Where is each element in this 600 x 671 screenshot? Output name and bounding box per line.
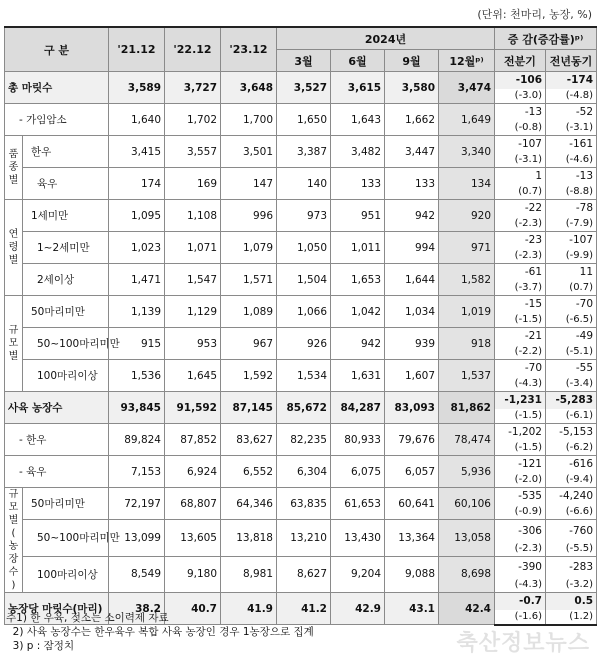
value-cell: 6,075 [331, 456, 385, 488]
header-jun: 6월 [331, 50, 385, 72]
value-cell: 1,537 [439, 360, 495, 392]
value-cell: 41.2 [277, 593, 331, 625]
value-cell: 42.4 [439, 593, 495, 625]
header-change: 증 감(증감률)ᵖ⁾ [495, 27, 597, 50]
value-cell: 920 [439, 200, 495, 232]
value-cell: 80,933 [331, 424, 385, 456]
value-cell: 918 [439, 328, 495, 360]
header-2023: '23.12 [221, 27, 277, 72]
change-rate-cell: (0.7) [546, 281, 597, 296]
row-label: 100마리이상 [23, 556, 109, 593]
change-rate-cell: (-4.3) [495, 377, 546, 392]
value-cell: 1,071 [165, 232, 221, 264]
value-cell: 5,936 [439, 456, 495, 488]
change-rate-cell: (-3.7) [495, 281, 546, 296]
value-cell: 13,210 [277, 520, 331, 557]
row-label: 50~100마리미만 [23, 328, 109, 360]
unit-note: (단위: 천마리, 농장, %) [477, 8, 592, 21]
value-cell: 3,589 [109, 72, 165, 104]
header-2022: '22.12 [165, 27, 221, 72]
change-rate-cell: (-2.3) [495, 541, 546, 556]
change-rate-cell: (-6.2) [546, 441, 597, 456]
change-rate-cell: (-6.1) [546, 409, 597, 424]
change-cell: -52 [546, 104, 597, 121]
table-row [5, 392, 597, 409]
change-rate-cell: (-6.6) [546, 505, 597, 520]
value-cell: 996 [221, 200, 277, 232]
value-cell: 60,106 [439, 488, 495, 520]
row-label: 사육 농장수 [5, 392, 109, 424]
value-cell: 3,557 [165, 136, 221, 168]
group-label-age: 연 령 별 [5, 200, 23, 296]
value-cell: 3,527 [277, 72, 331, 104]
value-cell: 140 [277, 168, 331, 200]
row-label: 50마리미만 [23, 488, 109, 520]
value-cell: 1,649 [439, 104, 495, 136]
value-cell: 3,580 [385, 72, 439, 104]
row-label: 1세미만 [23, 200, 109, 232]
change-rate-cell: (-0.8) [495, 121, 546, 136]
group-label-scale: 규 모 별 [5, 296, 23, 392]
row-label: - 육우 [5, 456, 109, 488]
row-label: 농장당 마릿수(마리) [5, 593, 109, 625]
value-cell: 1,504 [277, 264, 331, 296]
value-cell: 91,592 [165, 392, 221, 424]
table-row [5, 456, 597, 473]
value-cell: 1,011 [331, 232, 385, 264]
value-cell: 1,042 [331, 296, 385, 328]
value-cell: 6,552 [221, 456, 277, 488]
value-cell: 1,471 [109, 264, 165, 296]
header-2021: '21.12 [109, 27, 165, 72]
value-cell: 13,364 [385, 520, 439, 557]
header-yoy: 전년동기 [546, 50, 597, 72]
change-rate-cell: (-8.8) [546, 185, 597, 200]
table-row [5, 488, 597, 505]
value-cell: 9,204 [331, 556, 385, 593]
value-cell: 6,057 [385, 456, 439, 488]
change-rate-cell: (-3.2) [546, 578, 597, 593]
table-row [5, 424, 597, 441]
change-cell: -5,153 [546, 424, 597, 441]
value-cell: 1,095 [109, 200, 165, 232]
row-label: 100마리이상 [23, 360, 109, 392]
change-cell: -760 [546, 520, 597, 542]
change-rate-cell: (-7.9) [546, 217, 597, 232]
value-cell: 942 [331, 328, 385, 360]
value-cell: 1,079 [221, 232, 277, 264]
change-cell: -107 [546, 232, 597, 249]
change-rate-cell: (-2.0) [495, 473, 546, 488]
table-row [5, 556, 597, 578]
change-cell: -535 [495, 488, 546, 505]
change-cell: -55 [546, 360, 597, 377]
change-rate-cell: (-1.5) [495, 441, 546, 456]
value-cell: 1,108 [165, 200, 221, 232]
value-cell: 3,482 [331, 136, 385, 168]
value-cell: 1,089 [221, 296, 277, 328]
value-cell: 82,235 [277, 424, 331, 456]
footnote-3: 3) p : 잠정치 [6, 640, 75, 652]
change-cell: -4,240 [546, 488, 597, 505]
change-rate-cell: (-5.1) [546, 345, 597, 360]
value-cell: 147 [221, 168, 277, 200]
value-cell: 13,430 [331, 520, 385, 557]
value-cell: 89,824 [109, 424, 165, 456]
change-cell: -161 [546, 136, 597, 153]
header-category: 구 분 [5, 27, 109, 72]
footnote-2: 2) 사육 농장수는 한우육우 복합 사육 농장인 경우 1농장으로 집계 [6, 626, 314, 638]
change-cell: -1,231 [495, 392, 546, 409]
value-cell: 64,346 [221, 488, 277, 520]
row-label: 50~100마리미만 [23, 520, 109, 557]
row-label: 총 마릿수 [5, 72, 109, 104]
change-rate-cell: (-9.9) [546, 249, 597, 264]
value-cell: 13,058 [439, 520, 495, 557]
change-cell: -21 [495, 328, 546, 345]
value-cell: 81,862 [439, 392, 495, 424]
table-row [5, 72, 597, 89]
change-cell: -106 [495, 72, 546, 89]
table-row [5, 104, 597, 121]
change-cell: -61 [495, 264, 546, 281]
value-cell: 169 [165, 168, 221, 200]
watermark-logo: 축산정보뉴스 [456, 631, 590, 656]
change-cell: 1 [495, 168, 546, 185]
change-rate-cell: (-2.3) [495, 249, 546, 264]
livestock-table [4, 26, 597, 626]
change-rate-cell: (-2.2) [495, 345, 546, 360]
value-cell: 1,139 [109, 296, 165, 328]
value-cell: 8,627 [277, 556, 331, 593]
header-qoq: 전분기 [495, 50, 546, 72]
change-cell: -13 [546, 168, 597, 185]
change-rate-cell: (-3.4) [546, 377, 597, 392]
change-cell: -23 [495, 232, 546, 249]
change-cell: -107 [495, 136, 546, 153]
header-2024: 2024년 [277, 27, 495, 50]
header-mar: 3월 [277, 50, 331, 72]
value-cell: 951 [331, 200, 385, 232]
value-cell: 72,197 [109, 488, 165, 520]
change-cell: -121 [495, 456, 546, 473]
row-label: - 가임암소 [5, 104, 109, 136]
value-cell: 83,627 [221, 424, 277, 456]
group-label-breed: 품 종 별 [5, 136, 23, 200]
value-cell: 7,153 [109, 456, 165, 488]
change-rate-cell: (-0.9) [495, 505, 546, 520]
value-cell: 1,662 [385, 104, 439, 136]
table-row [5, 296, 597, 313]
change-cell: 11 [546, 264, 597, 281]
value-cell: 1,645 [165, 360, 221, 392]
value-cell: 85,672 [277, 392, 331, 424]
value-cell: 1,607 [385, 360, 439, 392]
value-cell: 6,924 [165, 456, 221, 488]
value-cell: 953 [165, 328, 221, 360]
value-cell: 942 [385, 200, 439, 232]
change-cell: -0.7 [495, 593, 546, 610]
change-rate-cell: (-2.3) [495, 217, 546, 232]
value-cell: 79,676 [385, 424, 439, 456]
value-cell: 174 [109, 168, 165, 200]
value-cell: 1,019 [439, 296, 495, 328]
table-row [5, 232, 597, 249]
value-cell: 1,023 [109, 232, 165, 264]
value-cell: 3,648 [221, 72, 277, 104]
value-cell: 939 [385, 328, 439, 360]
change-cell: -70 [546, 296, 597, 313]
change-rate-cell: (-4.6) [546, 153, 597, 168]
change-cell: -283 [546, 556, 597, 578]
change-rate-cell: (-9.4) [546, 473, 597, 488]
value-cell: 3,387 [277, 136, 331, 168]
change-rate-cell: (-4.8) [546, 89, 597, 104]
table-row [5, 264, 597, 281]
change-rate-cell: (-5.5) [546, 541, 597, 556]
value-cell: 967 [221, 328, 277, 360]
value-cell: 43.1 [385, 593, 439, 625]
value-cell: 8,698 [439, 556, 495, 593]
change-cell: -174 [546, 72, 597, 89]
table-row [5, 360, 597, 377]
change-rate-cell: (-1.6) [495, 610, 546, 625]
value-cell: 1,653 [331, 264, 385, 296]
value-cell: 926 [277, 328, 331, 360]
value-cell: 1,129 [165, 296, 221, 328]
value-cell: 13,605 [165, 520, 221, 557]
change-cell: -390 [495, 556, 546, 578]
table-row [5, 328, 597, 345]
value-cell: 42.9 [331, 593, 385, 625]
header-sep: 9월 [385, 50, 439, 72]
value-cell: 87,145 [221, 392, 277, 424]
row-label: 2세이상 [23, 264, 109, 296]
value-cell: 1,571 [221, 264, 277, 296]
change-cell: -22 [495, 200, 546, 217]
value-cell: 8,549 [109, 556, 165, 593]
value-cell: 994 [385, 232, 439, 264]
change-cell: -1,202 [495, 424, 546, 441]
value-cell: 1,643 [331, 104, 385, 136]
value-cell: 38.2 [109, 593, 165, 625]
value-cell: 133 [331, 168, 385, 200]
change-rate-cell: (-3.0) [495, 89, 546, 104]
value-cell: 3,615 [331, 72, 385, 104]
value-cell: 3,415 [109, 136, 165, 168]
footnote-1: 주1) 한 우육, 젖소는 소이력제 자료 [6, 612, 169, 624]
value-cell: 83,093 [385, 392, 439, 424]
value-cell: 971 [439, 232, 495, 264]
change-rate-cell: (0.7) [495, 185, 546, 200]
value-cell: 84,287 [331, 392, 385, 424]
value-cell: 1,034 [385, 296, 439, 328]
value-cell: 63,835 [277, 488, 331, 520]
value-cell: 1,050 [277, 232, 331, 264]
header-dec: 12월ᵖ⁾ [439, 50, 495, 72]
change-cell: -13 [495, 104, 546, 121]
row-label: 50마리미만 [23, 296, 109, 328]
value-cell: 1,066 [277, 296, 331, 328]
value-cell: 9,088 [385, 556, 439, 593]
value-cell: 1,700 [221, 104, 277, 136]
change-rate-cell: (-1.5) [495, 409, 546, 424]
value-cell: 1,640 [109, 104, 165, 136]
value-cell: 1,536 [109, 360, 165, 392]
value-cell: 8,981 [221, 556, 277, 593]
value-cell: 3,340 [439, 136, 495, 168]
value-cell: 68,807 [165, 488, 221, 520]
value-cell: 87,852 [165, 424, 221, 456]
value-cell: 915 [109, 328, 165, 360]
change-rate-cell: (-6.5) [546, 313, 597, 328]
table-row [5, 136, 597, 153]
value-cell: 3,501 [221, 136, 277, 168]
value-cell: 973 [277, 200, 331, 232]
value-cell: 13,099 [109, 520, 165, 557]
value-cell: 1,547 [165, 264, 221, 296]
table-row [5, 593, 597, 610]
row-label: 1~2세미만 [23, 232, 109, 264]
value-cell: 61,653 [331, 488, 385, 520]
change-cell: 0.5 [546, 593, 597, 610]
footnotes [6, 611, 314, 653]
value-cell: 13,818 [221, 520, 277, 557]
value-cell: 78,474 [439, 424, 495, 456]
value-cell: 1,631 [331, 360, 385, 392]
value-cell: 9,180 [165, 556, 221, 593]
value-cell: 40.7 [165, 593, 221, 625]
value-cell: 1,650 [277, 104, 331, 136]
row-label: - 한우 [5, 424, 109, 456]
change-cell: -49 [546, 328, 597, 345]
table-row [5, 168, 597, 185]
change-cell: -306 [495, 520, 546, 542]
value-cell: 133 [385, 168, 439, 200]
change-rate-cell: (-3.1) [495, 153, 546, 168]
value-cell: 3,727 [165, 72, 221, 104]
value-cell: 6,304 [277, 456, 331, 488]
change-rate-cell: (1.2) [546, 610, 597, 625]
change-cell: -616 [546, 456, 597, 473]
value-cell: 3,474 [439, 72, 495, 104]
table-row [5, 520, 597, 542]
value-cell: 60,641 [385, 488, 439, 520]
value-cell: 1,592 [221, 360, 277, 392]
change-cell: -15 [495, 296, 546, 313]
change-rate-cell: (-4.3) [495, 578, 546, 593]
table-row [5, 200, 597, 217]
change-cell: -78 [546, 200, 597, 217]
value-cell: 1,534 [277, 360, 331, 392]
value-cell: 1,702 [165, 104, 221, 136]
value-cell: 134 [439, 168, 495, 200]
change-cell: -5,283 [546, 392, 597, 409]
change-rate-cell: (-1.5) [495, 313, 546, 328]
change-rate-cell: (-3.1) [546, 121, 597, 136]
row-label: 육우 [23, 168, 109, 200]
value-cell: 3,447 [385, 136, 439, 168]
value-cell: 1,582 [439, 264, 495, 296]
value-cell: 41.9 [221, 593, 277, 625]
row-label: 한우 [23, 136, 109, 168]
group-label-farmscale: 규 모 별 ( 농 장 수 ) [5, 488, 23, 593]
value-cell: 1,644 [385, 264, 439, 296]
change-cell: -70 [495, 360, 546, 377]
table-body [5, 72, 597, 625]
value-cell: 93,845 [109, 392, 165, 424]
